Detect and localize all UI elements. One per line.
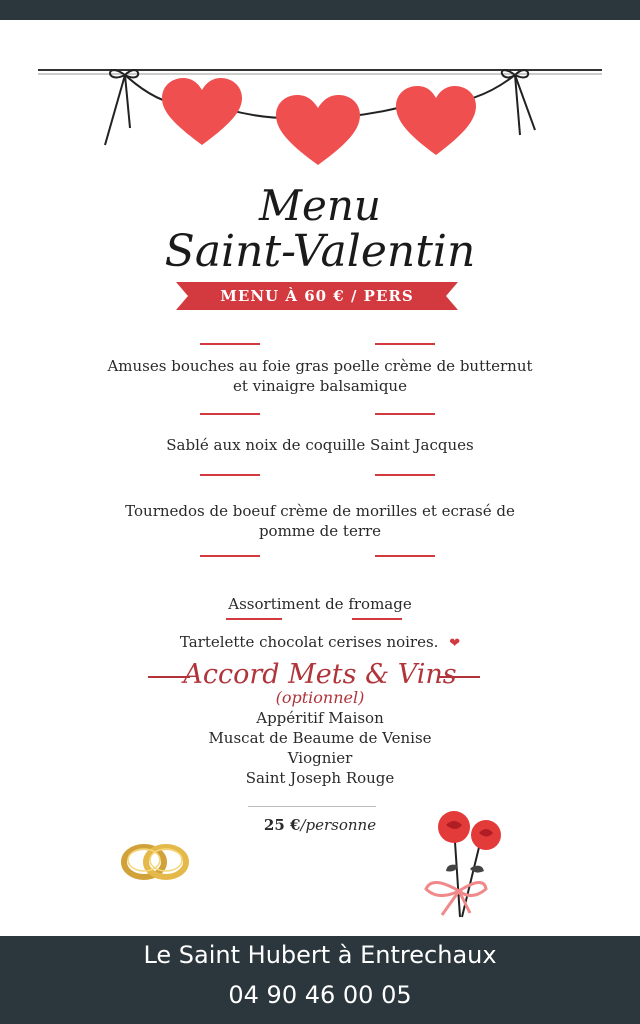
accord-price: [0, 815, 640, 835]
dish-2: Sablé aux noix de coquille Saint Jacques: [166, 436, 474, 454]
separator: [200, 555, 260, 557]
menu-title: Menu: [259, 181, 381, 230]
separator: [375, 555, 435, 557]
separator: [375, 413, 435, 415]
restaurant-name: Le Saint Hubert à Entrechaux: [143, 941, 497, 969]
accord-price-value: 25 €: [263, 816, 301, 834]
separator: [375, 474, 435, 476]
separator: [200, 343, 260, 345]
footer: [0, 936, 640, 1024]
separator: [352, 618, 402, 620]
separator: [248, 806, 376, 807]
heart-garland: [0, 20, 640, 170]
heart-icon: [162, 78, 476, 165]
price-banner: MENU À 60 € / PERS: [220, 287, 414, 305]
wine-2: Muscat de Beaume de Venise: [208, 729, 432, 747]
menu-card: [0, 20, 640, 936]
accord-title: Accord Mets & Vins: [183, 659, 457, 690]
dish-5-label: Tartelette chocolat cerises noires.: [179, 633, 439, 651]
separator: [226, 618, 282, 620]
separator: [375, 343, 435, 345]
menu-subtitle: Saint-Valentin: [164, 226, 476, 277]
wine-1: Appéritif Maison: [256, 709, 384, 727]
roses-icon: [412, 805, 512, 925]
wine-4: Saint Joseph Rouge: [245, 769, 395, 787]
separator: [200, 413, 260, 415]
separator: [200, 474, 260, 476]
accord-subtitle: (optionnel): [275, 688, 365, 707]
wine-3: Viognier: [287, 749, 353, 767]
dish-4: Assortiment de fromage: [228, 595, 412, 613]
dish-3: Tournedos de boeuf crème de morilles et ecrasé de pomme de terre: [125, 502, 515, 540]
phone-number[interactable]: 04 90 46 00 05: [228, 981, 412, 1009]
top-bar: [0, 0, 640, 20]
heart-icon: ❤: [449, 636, 461, 651]
dish-1: Amuses bouches au foie gras poelle crème de butternut et vinaigre balsamique: [107, 357, 533, 395]
accord-price-unit: /personne: [300, 816, 377, 834]
dish-5: [100, 632, 540, 654]
rings-icon: [118, 838, 198, 888]
